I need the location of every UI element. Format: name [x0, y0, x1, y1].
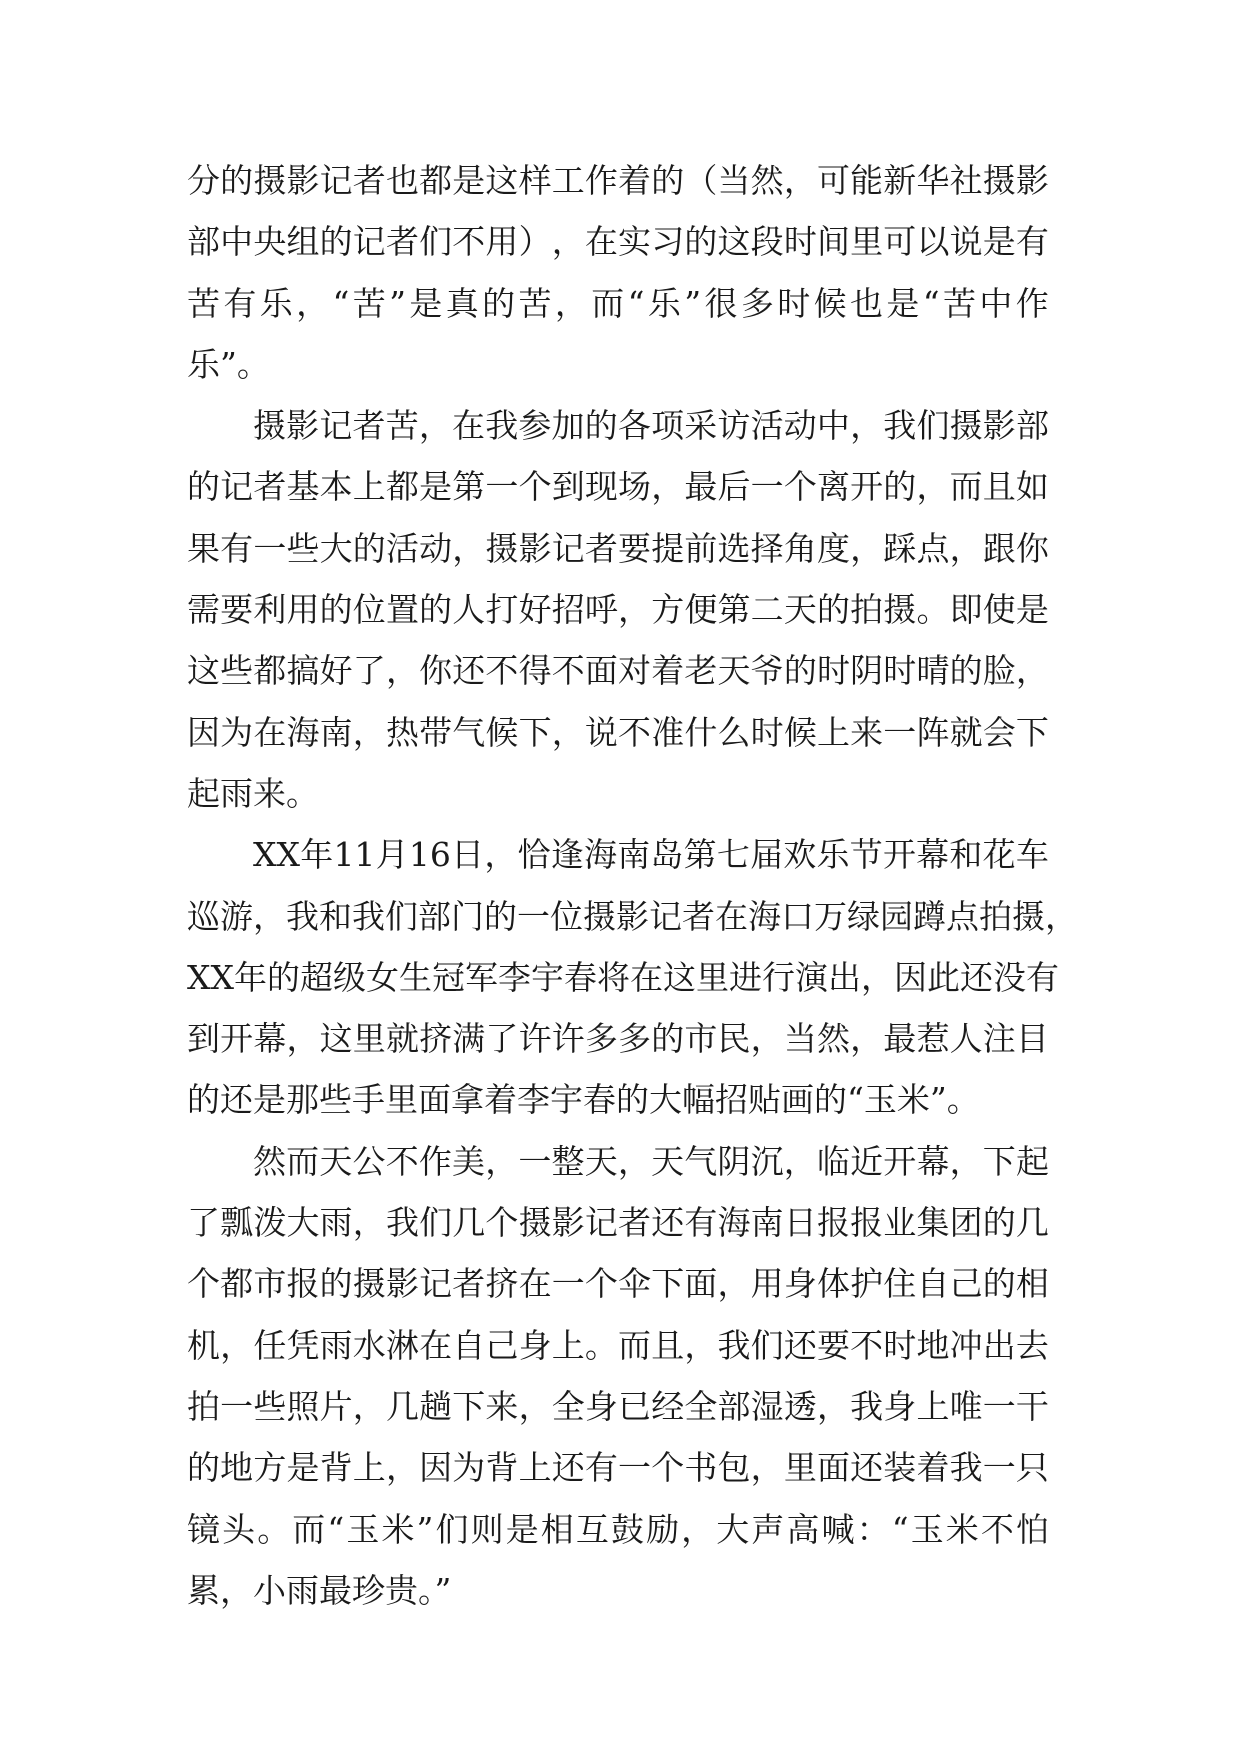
- text-line: 累，小雨最珍贵。”: [187, 1570, 452, 1610]
- text-line: 的 地 方 是 背 上 ， 因 为 背 上 还 有 一 个 书 包 ， 里 面 还 装 着 我 一 只: [187, 1448, 1049, 1488]
- text-line: 乐”。: [187, 344, 270, 384]
- text-line: 需 要 利 用 的 位 置 的 人 打 好 招 呼 ， 方 便 第 二 天 的 拍 摄 。 即 使 是: [187, 590, 1049, 630]
- paragraph-3: [187, 824, 1078, 1130]
- text-line: 巡 游 ， 我 和 我 们 部 门 的 一 位 摄 影 记 者 在 海 口 万 绿 园 蹲 点 拍 摄 ，: [187, 896, 1078, 936]
- text-line: 然 而 天 公 不 作 美 ， 一 整 天 ， 天 气 阴 沉 ， 临 近 开 幕 ， 下 起: [253, 1141, 1049, 1181]
- paragraph-2: [187, 395, 1049, 824]
- paragraph-4: [187, 1131, 1049, 1621]
- text-line: 镜 头 。 而 “ 玉 米 ” 们 则 是 相 互 鼓 励 ， 大 声 高 喊 ： “ 玉 米 不 怕: [187, 1509, 1049, 1549]
- text-line: 机 ， 任 凭 雨 水 淋 在 自 己 身 上 。 而 且 ， 我 们 还 要 不 时 地 冲 出 去: [187, 1325, 1049, 1365]
- text-line: 拍 一 些 照 片 ， 几 趟 下 来 ， 全 身 已 经 全 部 湿 透 ， 我 身 上 唯 一 干: [187, 1386, 1049, 1426]
- text-line: 了 瓢 泼 大 雨 ， 我 们 几 个 摄 影 记 者 还 有 海 南 日 报 报 业 集 团 的 几: [187, 1203, 1049, 1243]
- body-text: [187, 150, 1078, 1621]
- text-line: XX 年 11 月 16 日 ， 恰 逢 海 南 岛 第 七 届 欢 乐 节 开 幕 和 花 车: [253, 835, 1049, 875]
- text-line: 部 中 央 组 的 记 者 们 不 用 ） ， 在 实 习 的 这 段 时 间 里 可 以 说 是 有: [187, 222, 1049, 262]
- text-line: 个 都 市 报 的 摄 影 记 者 挤 在 一 个 伞 下 面 ， 用 身 体 护 住 自 己 的 相: [187, 1264, 1049, 1304]
- text-line: XX 年 的 超 级 女 生 冠 军 李 宇 春 将 在 这 里 进 行 演 出 ， 因 此 还 没 有: [187, 957, 1059, 997]
- text-line: 摄 影 记 者 苦 ， 在 我 参 加 的 各 项 采 访 活 动 中 ， 我 们 摄 影 部: [253, 406, 1049, 446]
- text-line: 分 的 摄 影 记 者 也 都 是 这 样 工 作 着 的 （ 当 然 ， 可 能 新 华 社 摄 影: [187, 161, 1049, 200]
- text-line: 的还是那些手里面拿着李宇春的大幅招贴画的“玉米”。: [187, 1080, 980, 1120]
- text-line: 的 记 者 基 本 上 都 是 第 一 个 到 现 场 ， 最 后 一 个 离 开 的 ， 而 且 如: [187, 467, 1049, 507]
- paragraph-1: [187, 150, 1049, 395]
- text-line: 这 些 都 搞 好 了 ， 你 还 不 得 不 面 对 着 老 天 爷 的 时 阴 时 晴 的 脸 ，: [187, 651, 1049, 691]
- text-line: 苦 有 乐 ， “ 苦 ” 是 真 的 苦 ， 而 “ 乐 ” 很 多 时 候 也 是 “ 苦 中 作: [187, 283, 1049, 323]
- text-line: 因 为 在 海 南 ， 热 带 气 候 下 ， 说 不 准 什 么 时 候 上 来 一 阵 就 会 下: [187, 712, 1049, 752]
- text-line: 起雨来。: [187, 773, 319, 813]
- text-line: 到 开 幕 ， 这 里 就 挤 满 了 许 许 多 多 的 市 民 ， 当 然 ， 最 惹 人 注 目: [187, 1019, 1049, 1059]
- text-line: 果 有 一 些 大 的 活 动 ， 摄 影 记 者 要 提 前 选 择 角 度 ， 踩 点 ， 跟 你: [187, 528, 1049, 568]
